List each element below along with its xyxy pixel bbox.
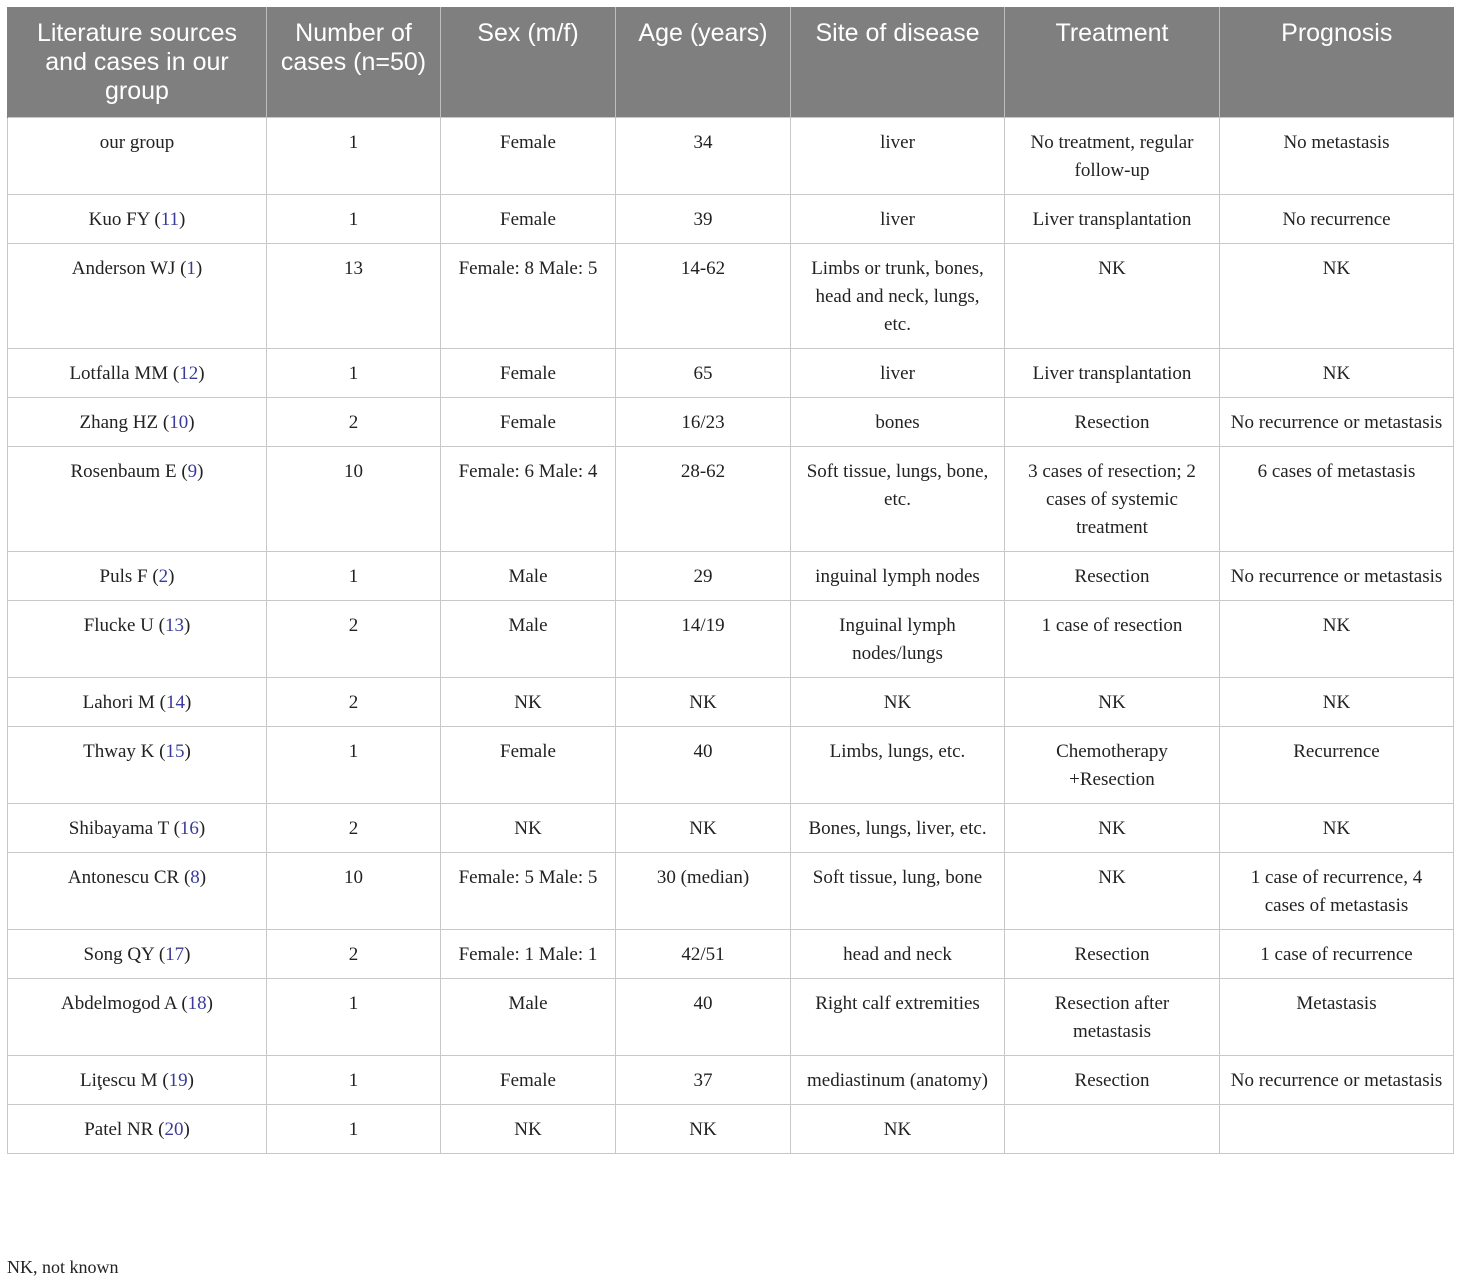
reference-link[interactable]: 1 xyxy=(186,258,196,279)
header-sex: Sex (m/f) xyxy=(441,7,616,118)
reference-close-paren: ) xyxy=(179,209,186,230)
cell-cases: 10 xyxy=(267,853,441,930)
cell-treatment: Chemotherapy +Resection xyxy=(1005,727,1220,804)
cell-age: 30 (median) xyxy=(616,853,791,930)
cell-site: Bones, lungs, liver, etc. xyxy=(791,804,1005,853)
table-row xyxy=(8,447,1454,552)
cell-sex: Female: 6 Male: 4 xyxy=(441,447,616,552)
reference-link[interactable]: 11 xyxy=(160,209,180,230)
source-name: Rosenbaum E ( xyxy=(70,461,188,482)
table-row xyxy=(8,979,1454,1056)
cell-cases: 1 xyxy=(267,1105,441,1154)
cell-treatment: Liver transplantation xyxy=(1005,195,1220,244)
reference-close-paren: ) xyxy=(185,692,192,713)
cell-sex: NK xyxy=(441,678,616,727)
cell-cases: 1 xyxy=(267,1056,441,1105)
cell-sex: Female xyxy=(441,195,616,244)
cell-prognosis: NK xyxy=(1220,678,1454,727)
reference-link[interactable]: 13 xyxy=(164,615,184,636)
reference-link[interactable]: 9 xyxy=(187,461,198,482)
cell-cases: 13 xyxy=(267,244,441,349)
reference-close-paren: ) xyxy=(188,412,195,433)
cell-source xyxy=(8,1056,267,1105)
reference-close-paren: ) xyxy=(184,741,191,762)
cell-site: Right calf extremities xyxy=(791,979,1005,1056)
reference-link[interactable]: 14 xyxy=(166,692,186,713)
cell-site: Limbs, lungs, etc. xyxy=(791,727,1005,804)
reference-link[interactable]: 2 xyxy=(158,566,169,587)
cell-cases: 2 xyxy=(267,804,441,853)
cell-cases: 2 xyxy=(267,678,441,727)
table-footnote: NK, not known xyxy=(7,1257,119,1277)
cell-prognosis xyxy=(1220,1105,1454,1154)
cell-source xyxy=(8,349,267,398)
reference-link[interactable]: 16 xyxy=(179,818,199,839)
cell-prognosis: 6 cases of metastasis xyxy=(1220,447,1454,552)
table-row xyxy=(8,678,1454,727)
cell-source xyxy=(8,244,267,349)
reference-close-paren: ) xyxy=(195,258,203,279)
reference-close-paren: ) xyxy=(197,461,204,482)
cell-sex: Female: 1 Male: 1 xyxy=(441,930,616,979)
cell-sex: Male xyxy=(441,552,616,601)
reference-link[interactable]: 19 xyxy=(168,1070,188,1091)
cell-sex: Female: 8 Male: 5 xyxy=(441,244,616,349)
cell-site: inguinal lymph nodes xyxy=(791,552,1005,601)
cell-prognosis: NK xyxy=(1220,349,1454,398)
cell-age: 28-62 xyxy=(616,447,791,552)
reference-link[interactable]: 12 xyxy=(179,363,199,384)
cell-treatment: NK xyxy=(1005,678,1220,727)
table-row xyxy=(8,244,1454,349)
cell-age: 16/23 xyxy=(616,398,791,447)
reference-link[interactable]: 15 xyxy=(165,741,185,762)
cell-age: 29 xyxy=(616,552,791,601)
header-site: Site of disease xyxy=(791,7,1005,118)
cell-prognosis: NK xyxy=(1220,804,1454,853)
source-name: Lotfalla MM ( xyxy=(69,363,180,384)
reference-close-paren: ) xyxy=(168,566,175,587)
cell-treatment: NK xyxy=(1005,853,1220,930)
reference-close-paren: ) xyxy=(184,944,191,965)
reference-link[interactable]: 8 xyxy=(190,867,200,888)
cell-sex: Female xyxy=(441,349,616,398)
cell-age: 37 xyxy=(616,1056,791,1105)
cell-source xyxy=(8,552,267,601)
table-header xyxy=(8,7,1454,118)
cell-age: NK xyxy=(616,678,791,727)
table-row xyxy=(8,601,1454,678)
cell-source xyxy=(8,118,267,195)
reference-link[interactable]: 20 xyxy=(164,1119,184,1140)
cell-treatment: NK xyxy=(1005,804,1220,853)
cell-age: 42/51 xyxy=(616,930,791,979)
cell-age: 39 xyxy=(616,195,791,244)
cell-prognosis: No recurrence or metastasis xyxy=(1220,1056,1454,1105)
cell-cases: 1 xyxy=(267,195,441,244)
cell-site: Soft tissue, lungs, bone, etc. xyxy=(791,447,1005,552)
cell-source xyxy=(8,678,267,727)
cell-sex: Male xyxy=(441,601,616,678)
cell-treatment: No treatment, regular follow-up xyxy=(1005,118,1220,195)
cell-site: Inguinal lymph nodes/lungs xyxy=(791,601,1005,678)
cell-site: liver xyxy=(791,118,1005,195)
cell-treatment: Resection xyxy=(1005,398,1220,447)
table-row xyxy=(8,349,1454,398)
cell-prognosis: 1 case of recurrence xyxy=(1220,930,1454,979)
cell-site: NK xyxy=(791,678,1005,727)
table-row xyxy=(8,930,1454,979)
cell-sex: Female xyxy=(441,1056,616,1105)
cell-age: 14/19 xyxy=(616,601,791,678)
source-name: Shibayama T ( xyxy=(68,818,180,839)
table-row xyxy=(8,853,1454,930)
header-cases: Number of cases (n=50) xyxy=(267,7,441,118)
cell-source xyxy=(8,398,267,447)
cell-sex: Female xyxy=(441,727,616,804)
cell-source xyxy=(8,1105,267,1154)
cell-prognosis: No recurrence or metastasis xyxy=(1220,398,1454,447)
cell-treatment: Resection after metastasis xyxy=(1005,979,1220,1056)
reference-close-paren: ) xyxy=(183,615,191,636)
cell-sex: NK xyxy=(441,804,616,853)
reference-close-paren: ) xyxy=(198,363,205,384)
cell-cases: 1 xyxy=(267,552,441,601)
source-name: Song QY ( xyxy=(83,944,166,965)
cell-prognosis: Metastasis xyxy=(1220,979,1454,1056)
reference-link[interactable]: 10 xyxy=(169,412,189,433)
cell-age: 14-62 xyxy=(616,244,791,349)
source-name: Thway K ( xyxy=(83,741,166,762)
source-name: Abdelmogod A ( xyxy=(61,993,188,1014)
reference-close-paren: ) xyxy=(183,1119,190,1140)
cell-treatment: Liver transplantation xyxy=(1005,349,1220,398)
table-row xyxy=(8,1105,1454,1154)
cell-treatment: Resection xyxy=(1005,552,1220,601)
table-row xyxy=(8,398,1454,447)
cell-treatment: 3 cases of resection; 2 cases of systemic treatment xyxy=(1005,447,1220,552)
reference-close-paren: ) xyxy=(199,867,207,888)
cell-sex: Male xyxy=(441,979,616,1056)
cell-sex: Female: 5 Male: 5 xyxy=(441,853,616,930)
cell-site: bones xyxy=(791,398,1005,447)
header-age: Age (years) xyxy=(616,7,791,118)
cell-site: liver xyxy=(791,195,1005,244)
cell-source xyxy=(8,979,267,1056)
header-treatment: Treatment xyxy=(1005,7,1220,118)
cell-cases: 10 xyxy=(267,447,441,552)
cell-site: liver xyxy=(791,349,1005,398)
cell-prognosis: NK xyxy=(1220,601,1454,678)
reference-link[interactable]: 18 xyxy=(187,993,207,1014)
cell-cases: 1 xyxy=(267,727,441,804)
cell-cases: 2 xyxy=(267,930,441,979)
source-name: Anderson WJ ( xyxy=(71,258,187,279)
cell-age: 40 xyxy=(616,979,791,1056)
literature-table-container xyxy=(7,7,1453,1154)
cell-treatment: 1 case of resection xyxy=(1005,601,1220,678)
cell-treatment: Resection xyxy=(1005,1056,1220,1105)
cell-source xyxy=(8,727,267,804)
cell-site: NK xyxy=(791,1105,1005,1154)
cell-site: Soft tissue, lung, bone xyxy=(791,853,1005,930)
source-name: Lahori M ( xyxy=(82,692,167,713)
table-body xyxy=(8,118,1454,1154)
cell-age: 34 xyxy=(616,118,791,195)
reference-close-paren: ) xyxy=(187,1070,194,1091)
source-name: Kuo FY ( xyxy=(88,209,161,230)
cell-source xyxy=(8,804,267,853)
cell-sex: Female xyxy=(441,118,616,195)
cell-sex: Female xyxy=(441,398,616,447)
cell-site: mediastinum (anatomy) xyxy=(791,1056,1005,1105)
cell-prognosis: Recurrence xyxy=(1220,727,1454,804)
header-row xyxy=(8,7,1454,118)
cell-source xyxy=(8,853,267,930)
cell-treatment xyxy=(1005,1105,1220,1154)
cell-cases: 2 xyxy=(267,601,441,678)
table-row xyxy=(8,1056,1454,1105)
source-name: Puls F ( xyxy=(99,566,159,587)
cell-cases: 2 xyxy=(267,398,441,447)
cell-prognosis: 1 case of recurrence, 4 cases of metastasis xyxy=(1220,853,1454,930)
source-name: our group xyxy=(99,132,175,153)
cell-source xyxy=(8,930,267,979)
reference-link[interactable]: 17 xyxy=(165,944,185,965)
cell-prognosis: No recurrence xyxy=(1220,195,1454,244)
table-row xyxy=(8,118,1454,195)
header-prognosis: Prognosis xyxy=(1220,7,1454,118)
cell-treatment: NK xyxy=(1005,244,1220,349)
literature-table xyxy=(7,7,1454,1154)
table-row xyxy=(8,195,1454,244)
cell-treatment: Resection xyxy=(1005,930,1220,979)
table-row xyxy=(8,804,1454,853)
cell-source xyxy=(8,601,267,678)
header-source: Literature sources and cases in our group xyxy=(8,7,267,118)
reference-close-paren: ) xyxy=(206,993,213,1014)
cell-age: NK xyxy=(616,1105,791,1154)
cell-sex: NK xyxy=(441,1105,616,1154)
cell-age: NK xyxy=(616,804,791,853)
source-name: Flucke U ( xyxy=(83,615,165,636)
cell-source xyxy=(8,195,267,244)
cell-prognosis: No metastasis xyxy=(1220,118,1454,195)
cell-cases: 1 xyxy=(267,979,441,1056)
table-row xyxy=(8,552,1454,601)
cell-source xyxy=(8,447,267,552)
cell-age: 65 xyxy=(616,349,791,398)
source-name: Liţescu M ( xyxy=(80,1070,169,1091)
source-name: Patel NR ( xyxy=(84,1119,165,1140)
cell-prognosis: NK xyxy=(1220,244,1454,349)
cell-cases: 1 xyxy=(267,118,441,195)
cell-cases: 1 xyxy=(267,349,441,398)
reference-close-paren: ) xyxy=(198,818,206,839)
table-row xyxy=(8,727,1454,804)
cell-age: 40 xyxy=(616,727,791,804)
cell-prognosis: No recurrence or metastasis xyxy=(1220,552,1454,601)
cell-site: Limbs or trunk, bones, head and neck, lungs, etc. xyxy=(791,244,1005,349)
source-name: Antonescu CR ( xyxy=(67,867,191,888)
source-name: Zhang HZ ( xyxy=(79,412,170,433)
cell-site: head and neck xyxy=(791,930,1005,979)
